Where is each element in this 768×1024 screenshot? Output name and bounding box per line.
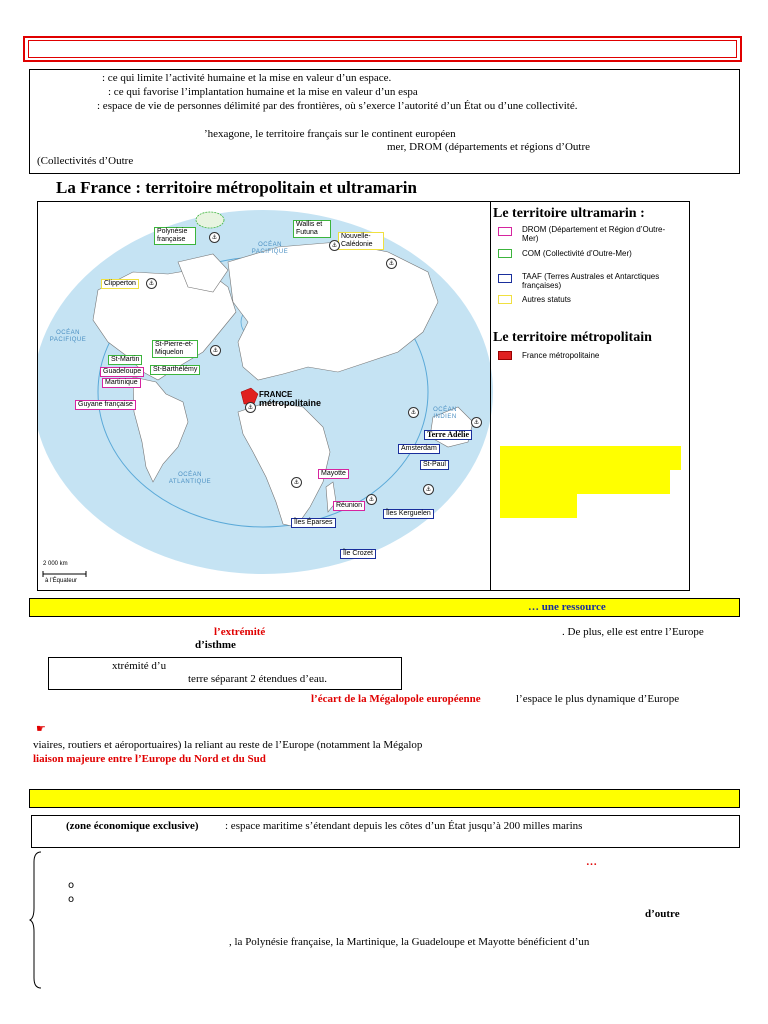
scale-sublabel: à l’Équateur <box>45 578 78 584</box>
ocean-indien: OCÉAN INDIEN <box>433 407 457 420</box>
brace-icon <box>29 850 43 990</box>
bullet-1: o <box>68 880 75 891</box>
legend-autres: Autres statuts <box>522 295 571 304</box>
pointer-icon: ☛ <box>36 722 46 735</box>
legend-divider <box>490 202 491 591</box>
ellipsis-text: … <box>586 856 597 868</box>
legend-taaf-swatch <box>498 274 512 283</box>
label-kerguelen: Îles Kerguelen <box>383 509 434 519</box>
label-eparses: Îles Éparses <box>291 518 336 528</box>
anchor-icon: ⚓ <box>366 494 377 505</box>
bullet-2: o <box>68 894 75 905</box>
label-st-barthelemy: St-Barthélémy <box>150 365 200 375</box>
legend-metro-swatch <box>498 351 512 360</box>
label-st-pierre: St-Pierre-et-Miquelon <box>152 340 198 358</box>
text-de-plus: . De plus, elle est entre l’Europe <box>562 626 704 638</box>
text-ecart-megalopole: l’écart de la Mégalopole européenne <box>311 693 481 705</box>
legend-com-swatch <box>498 249 512 258</box>
title-frame <box>23 36 742 62</box>
highlight-block <box>500 494 577 518</box>
text-doutre: d’outre <box>645 908 680 920</box>
anchor-icon: ⚓ <box>245 402 256 413</box>
legend-autres-swatch <box>498 295 512 304</box>
definition-isthme-line2: terre séparant 2 étendues d’eau. <box>188 673 327 685</box>
definition-atout: : ce qui favorise l’implantation humaine et la mise en valeur d’un espa <box>108 86 418 98</box>
legend-com: COM (Collectivité d’Outre-Mer) <box>522 249 632 258</box>
definition-hexagone: ’hexagone, le territoire français sur le continent européen <box>204 128 456 140</box>
label-martinique: Martinique <box>102 378 141 388</box>
ocean-atlantique: OCÉAN ATLANTIQUE <box>168 472 212 485</box>
legend-taaf: TAAF (Terres Australes et Antarctiques françaises) <box>522 272 660 290</box>
zee-definition: : espace maritime s’étendant depuis les côtes d’un État jusqu’à 200 milles marins <box>225 820 583 832</box>
text-espace-dynamique: l’espace le plus dynamique d’Europe <box>516 693 680 705</box>
label-france: FRANCE <box>259 390 293 399</box>
map-frame <box>37 201 690 591</box>
zee-term: (zone économique exclusive) <box>66 820 199 832</box>
label-guyane: Guyane française <box>75 400 136 410</box>
label-polynesie: Polynésie française <box>154 227 196 245</box>
anchor-icon: ⚓ <box>329 240 340 251</box>
text-liaison-majeure: liaison majeure entre l’Europe du Nord et du Sud <box>33 753 266 765</box>
highlight-block <box>500 470 670 494</box>
label-wallis: Wallis et Futuna <box>293 220 331 238</box>
anchor-icon: ⚓ <box>210 345 221 356</box>
ocean-pacifique-nord: OCÉAN PACIFIQUE <box>251 242 289 255</box>
label-st-martin: St-Martin <box>108 355 142 365</box>
anchor-icon: ⚓ <box>408 407 419 418</box>
text-isthme: d’isthme <box>195 639 236 651</box>
label-reunion: Réunion <box>333 501 365 511</box>
label-crozet: Île Crozet <box>340 549 376 559</box>
definition-territoire: : espace de vie de personnes délimité par des frontières, où s’exerce l’autorité d’un État ou d’une collectivité. <box>97 100 578 112</box>
anchor-icon: ⚓ <box>146 278 157 289</box>
label-st-paul: St-Paul <box>420 460 449 470</box>
legend-drom: DROM (Département et Région d’Outre-Mer) <box>522 225 666 243</box>
label-mayotte: Mayotte <box>318 469 349 479</box>
label-terre-adelie: Terre Adélie <box>424 430 472 440</box>
legend-drom-swatch <box>498 227 512 236</box>
anchor-icon: ⚓ <box>291 477 302 488</box>
definition-com: (Collectivités d’Outre <box>37 155 134 167</box>
highlight-block <box>500 446 681 470</box>
definitions-box <box>29 69 740 174</box>
map-title: La France : territoire métropolitain et ultramarin <box>56 178 417 197</box>
section-bar-ressource-text: … une ressource <box>528 601 606 613</box>
label-amsterdam: Amsterdam <box>398 444 440 454</box>
legend-metro-title: Le territoire métropolitain <box>493 330 652 345</box>
label-clipperton: Clipperton <box>101 279 139 289</box>
section-bar-zee <box>29 789 740 808</box>
label-guadeloupe: Guadeloupe <box>100 367 144 377</box>
legend-metro: France métropolitaine <box>522 351 600 360</box>
anchor-icon: ⚓ <box>423 484 434 495</box>
section-bar-ressource <box>29 598 740 617</box>
anchor-icon: ⚓ <box>471 417 482 428</box>
definition-drom: mer, DROM (départements et régions d’Outre <box>387 141 591 153</box>
label-nouvelle-caledonie: Nouvelle-Calédonie <box>338 232 384 250</box>
label-metropolitaine: métropolitaine <box>259 398 322 408</box>
anchor-icon: ⚓ <box>386 258 397 269</box>
world-map <box>38 202 690 591</box>
scale-label: 2 000 km <box>43 561 68 567</box>
legend-ultramarin-title: Le territoire ultramarin : <box>493 206 645 221</box>
anchor-icon: ⚓ <box>209 232 220 243</box>
definition-contrainte: : ce qui limite l’activité humaine et la mise en valeur d’un espace. <box>102 72 392 84</box>
text-polynesie-line: , la Polynésie française, la Martinique, la Guadeloupe et Mayotte bénéficient d’un <box>229 936 590 948</box>
text-viaires: viaires, routiers et aéroportuaires) la reliant au reste de l’Europe (notamment la Mégalop <box>33 739 423 751</box>
definition-isthme-line1: xtrémité d’u <box>112 660 167 672</box>
text-extremite: l’extrémité <box>214 626 266 638</box>
ocean-pacifique-ouest: OCÉAN PACIFIQUE <box>49 330 87 343</box>
